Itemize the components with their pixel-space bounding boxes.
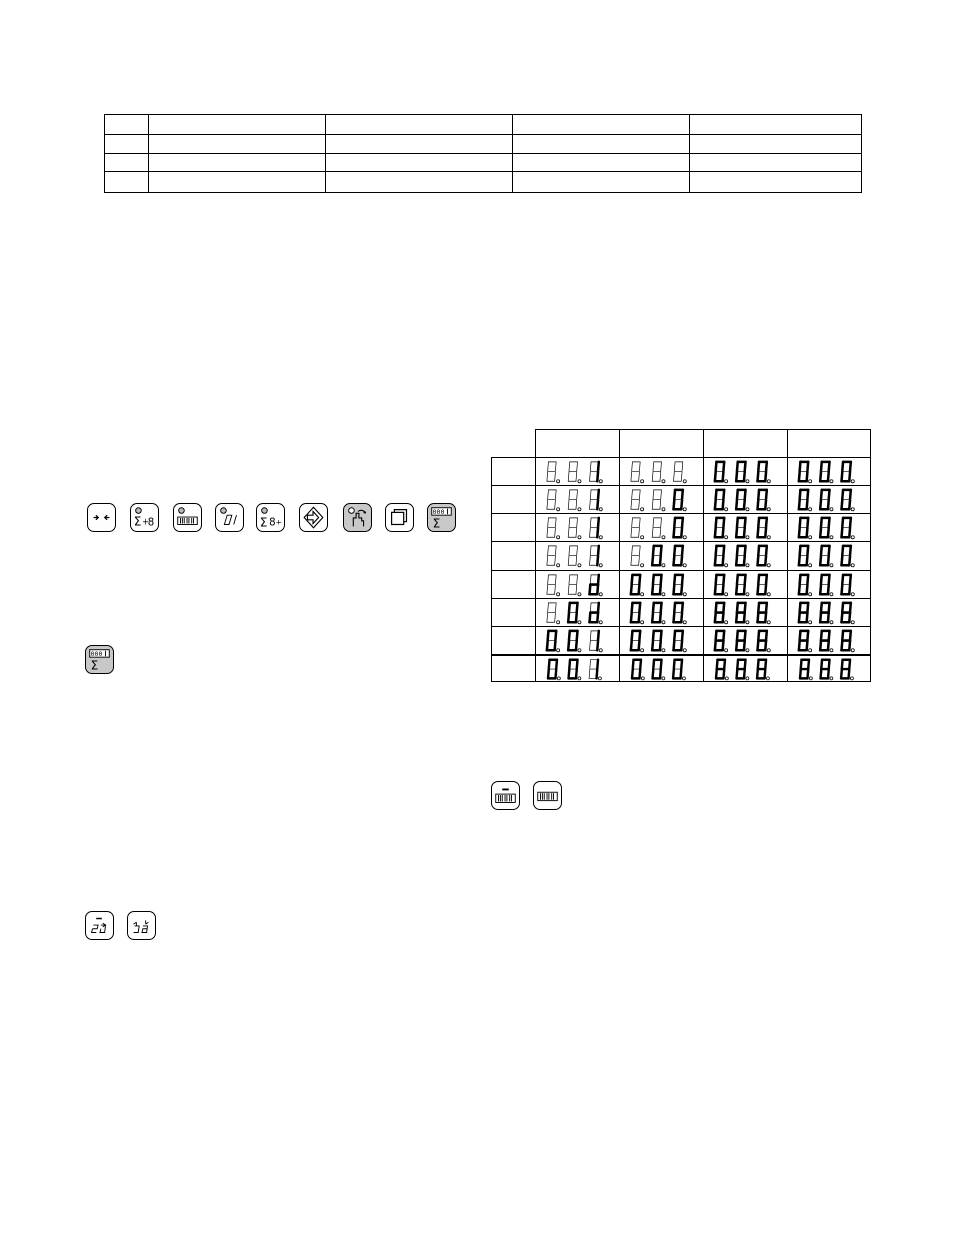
display-cell bbox=[703, 513, 787, 541]
key-button[interactable] bbox=[343, 503, 372, 532]
sum-eight-plus-icon bbox=[257, 504, 284, 531]
seven-segment-display bbox=[620, 599, 703, 626]
slash-led-icon bbox=[216, 504, 243, 531]
seven-segment-display bbox=[536, 486, 619, 513]
svg-text:Σ: Σ bbox=[133, 514, 142, 529]
key-button[interactable] bbox=[299, 503, 328, 532]
seven-segment-display bbox=[620, 458, 703, 485]
seven-segment-display bbox=[788, 514, 871, 541]
display-cell bbox=[535, 457, 619, 485]
seven-segment-display bbox=[704, 571, 787, 598]
seven-segment-display bbox=[788, 542, 871, 569]
display-cell bbox=[703, 626, 787, 654]
svg-text:Σ: Σ bbox=[432, 516, 441, 531]
display-cell bbox=[619, 570, 703, 598]
display-cell bbox=[787, 626, 871, 654]
grid-row-label bbox=[491, 541, 535, 569]
grid-bottom-border bbox=[491, 681, 871, 682]
display-cell bbox=[787, 654, 871, 682]
display-cell bbox=[703, 654, 787, 682]
svg-text:+: + bbox=[275, 517, 282, 527]
seven-segment-display bbox=[788, 599, 871, 626]
key-button[interactable] bbox=[130, 503, 159, 532]
key-button[interactable] bbox=[256, 503, 285, 532]
seven-segment-display bbox=[620, 486, 703, 513]
display-cell bbox=[703, 598, 787, 626]
grid-row-label bbox=[491, 598, 535, 626]
display-cell bbox=[619, 541, 703, 569]
key-button[interactable] bbox=[127, 911, 156, 940]
seven-segment-display bbox=[788, 656, 871, 682]
key-button[interactable] bbox=[385, 503, 414, 532]
seven-segment-display bbox=[788, 627, 871, 654]
display-grid bbox=[491, 429, 871, 682]
seven-segment-display bbox=[704, 599, 787, 626]
grid-column-header bbox=[787, 429, 871, 457]
enter-arrow-icon bbox=[300, 504, 327, 531]
grid-row-label bbox=[491, 570, 535, 598]
key-button[interactable] bbox=[85, 645, 114, 674]
seven-segment-display bbox=[536, 599, 619, 626]
table-row-divider bbox=[105, 153, 861, 154]
seven-segment-display bbox=[788, 486, 871, 513]
seven-segment-display bbox=[704, 542, 787, 569]
seven-segment-display bbox=[536, 656, 619, 682]
display-cell bbox=[619, 457, 703, 485]
display-cell bbox=[703, 541, 787, 569]
grid-row-label bbox=[491, 626, 535, 654]
arrows-in-icon bbox=[88, 504, 115, 531]
seven-segment-display bbox=[788, 571, 871, 598]
seven-segment-display bbox=[704, 656, 787, 682]
display-cell bbox=[787, 598, 871, 626]
hand-tap-icon bbox=[344, 504, 371, 531]
seven-segment-display bbox=[536, 627, 619, 654]
key-button[interactable] bbox=[87, 503, 116, 532]
copy-squares-icon bbox=[386, 504, 413, 531]
display-cell bbox=[619, 598, 703, 626]
key-button[interactable] bbox=[173, 503, 202, 532]
seven-segment-display bbox=[704, 627, 787, 654]
seven-segment-display bbox=[704, 486, 787, 513]
digit-arrows-icon bbox=[128, 912, 155, 939]
digit-minus-icon bbox=[86, 912, 113, 939]
display-cell bbox=[535, 654, 619, 682]
display-cell bbox=[535, 570, 619, 598]
seven-segment-display bbox=[704, 458, 787, 485]
display-cell bbox=[535, 626, 619, 654]
seven-segment-display bbox=[620, 627, 703, 654]
display-cell bbox=[703, 457, 787, 485]
seven-segment-display bbox=[704, 514, 787, 541]
barcode-icon bbox=[534, 782, 561, 809]
seven-segment-display bbox=[620, 571, 703, 598]
svg-text:000: 000 bbox=[90, 650, 103, 659]
counter-sum-icon bbox=[86, 646, 113, 673]
display-cell bbox=[535, 541, 619, 569]
barcode-minus-icon bbox=[492, 782, 519, 809]
display-cell bbox=[619, 626, 703, 654]
key-button[interactable] bbox=[215, 503, 244, 532]
display-cell bbox=[535, 513, 619, 541]
display-cell bbox=[703, 570, 787, 598]
grid-row-label bbox=[491, 485, 535, 513]
seven-segment-display bbox=[536, 571, 619, 598]
display-cell bbox=[619, 654, 703, 682]
barcode-led-icon bbox=[174, 504, 201, 531]
key-button[interactable] bbox=[85, 911, 114, 940]
key-button[interactable] bbox=[533, 781, 562, 810]
display-cell bbox=[787, 541, 871, 569]
seven-segment-display bbox=[536, 542, 619, 569]
seven-segment-display bbox=[788, 458, 871, 485]
seven-segment-display bbox=[536, 514, 619, 541]
svg-text:Σ: Σ bbox=[259, 515, 268, 530]
sum-plus-eight-icon bbox=[131, 504, 158, 531]
display-cell bbox=[787, 513, 871, 541]
grid-column-header bbox=[535, 429, 619, 457]
grid-row-label bbox=[491, 457, 535, 485]
seven-segment-display bbox=[536, 458, 619, 485]
grid-column-header bbox=[703, 429, 787, 457]
table-row-divider bbox=[105, 171, 861, 172]
key-button[interactable] bbox=[491, 781, 520, 810]
grid-row-label bbox=[491, 654, 535, 682]
grid-column-header bbox=[619, 429, 703, 457]
display-cell bbox=[787, 570, 871, 598]
grid-right-border bbox=[870, 429, 871, 682]
top-table bbox=[104, 114, 862, 193]
svg-text:+: + bbox=[142, 516, 150, 527]
display-cell bbox=[787, 485, 871, 513]
table-row-divider bbox=[105, 134, 861, 135]
display-cell bbox=[787, 457, 871, 485]
seven-segment-display bbox=[620, 514, 703, 541]
grid-row-label bbox=[491, 513, 535, 541]
display-cell bbox=[535, 485, 619, 513]
svg-text:8: 8 bbox=[147, 516, 155, 529]
display-cell bbox=[535, 598, 619, 626]
display-cell bbox=[619, 485, 703, 513]
seven-segment-display bbox=[620, 542, 703, 569]
svg-text:8: 8 bbox=[269, 516, 276, 529]
seven-segment-display bbox=[620, 656, 703, 682]
svg-text:Σ: Σ bbox=[90, 658, 99, 673]
display-cell bbox=[619, 513, 703, 541]
counter-sum-icon bbox=[428, 504, 455, 531]
svg-text:000: 000 bbox=[432, 508, 445, 517]
key-button[interactable] bbox=[427, 503, 456, 532]
display-cell bbox=[703, 485, 787, 513]
